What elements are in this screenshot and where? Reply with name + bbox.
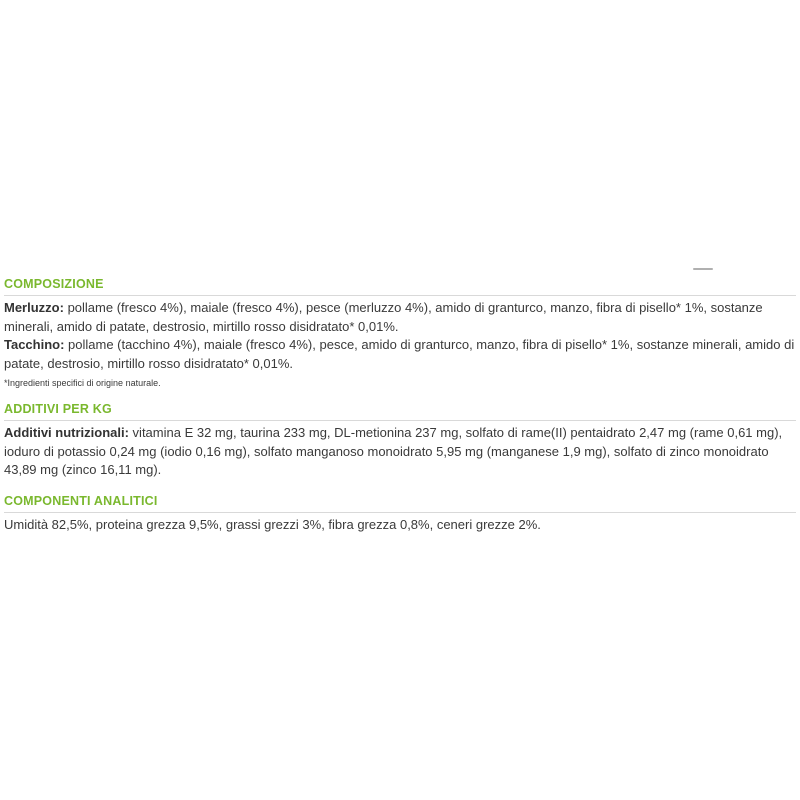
merluzzo-text: pollame (fresco 4%), maiale (fresco 4%), pesce (merluzzo 4%), amido di granturco, manzo, fibra di pisello* 1%, sostanze minerali, amido di patate, destrosio, mirtillo rosso disidratato* 0,01%. xyxy=(4,300,763,334)
analitici-section xyxy=(4,494,796,535)
merluzzo-label: Merluzzo: xyxy=(4,300,64,315)
merluzzo-paragraph xyxy=(4,299,796,336)
decorative-mark xyxy=(693,268,713,270)
analitici-text: Umidità 82,5%, proteina grezza 9,5%, grassi grezzi 3%, fibra grezza 0,8%, ceneri grezze 2%. xyxy=(4,517,541,532)
composizione-footnote: *Ingredienti specifici di origine naturale. xyxy=(4,378,161,388)
additivi-heading: ADDITIVI PER KG xyxy=(4,402,796,421)
tacchino-paragraph xyxy=(4,336,796,373)
additivi-text: vitamina E 32 mg, taurina 233 mg, DL-metionina 237 mg, solfato di rame(II) pentaidrato 2,47 mg (rame 0,61 mg), ioduro di potassio 0,24 mg (iodio 0,16 mg), solfato manganoso monoidrato 5,95 mg (manganese 1,9 mg), solfato di zinco monoidrato 43,89 mg (zinco 16,11 mg). xyxy=(4,425,783,477)
tacchino-label: Tacchino: xyxy=(4,337,65,352)
additivi-section xyxy=(4,402,796,480)
additivi-label: Additivi nutrizionali: xyxy=(4,425,129,440)
analitici-heading: COMPONENTI ANALITICI xyxy=(4,494,796,513)
composizione-section xyxy=(4,277,796,390)
tacchino-text: pollame (tacchino 4%), maiale (fresco 4%), pesce, amido di granturco, manzo, fibra di pisello* 1%, sostanze minerali, amido di patate, destrosio, mirtillo rosso disidratato* 0,01%. xyxy=(4,337,795,371)
additivi-paragraph xyxy=(4,424,796,480)
composizione-heading: COMPOSIZIONE xyxy=(4,277,796,296)
